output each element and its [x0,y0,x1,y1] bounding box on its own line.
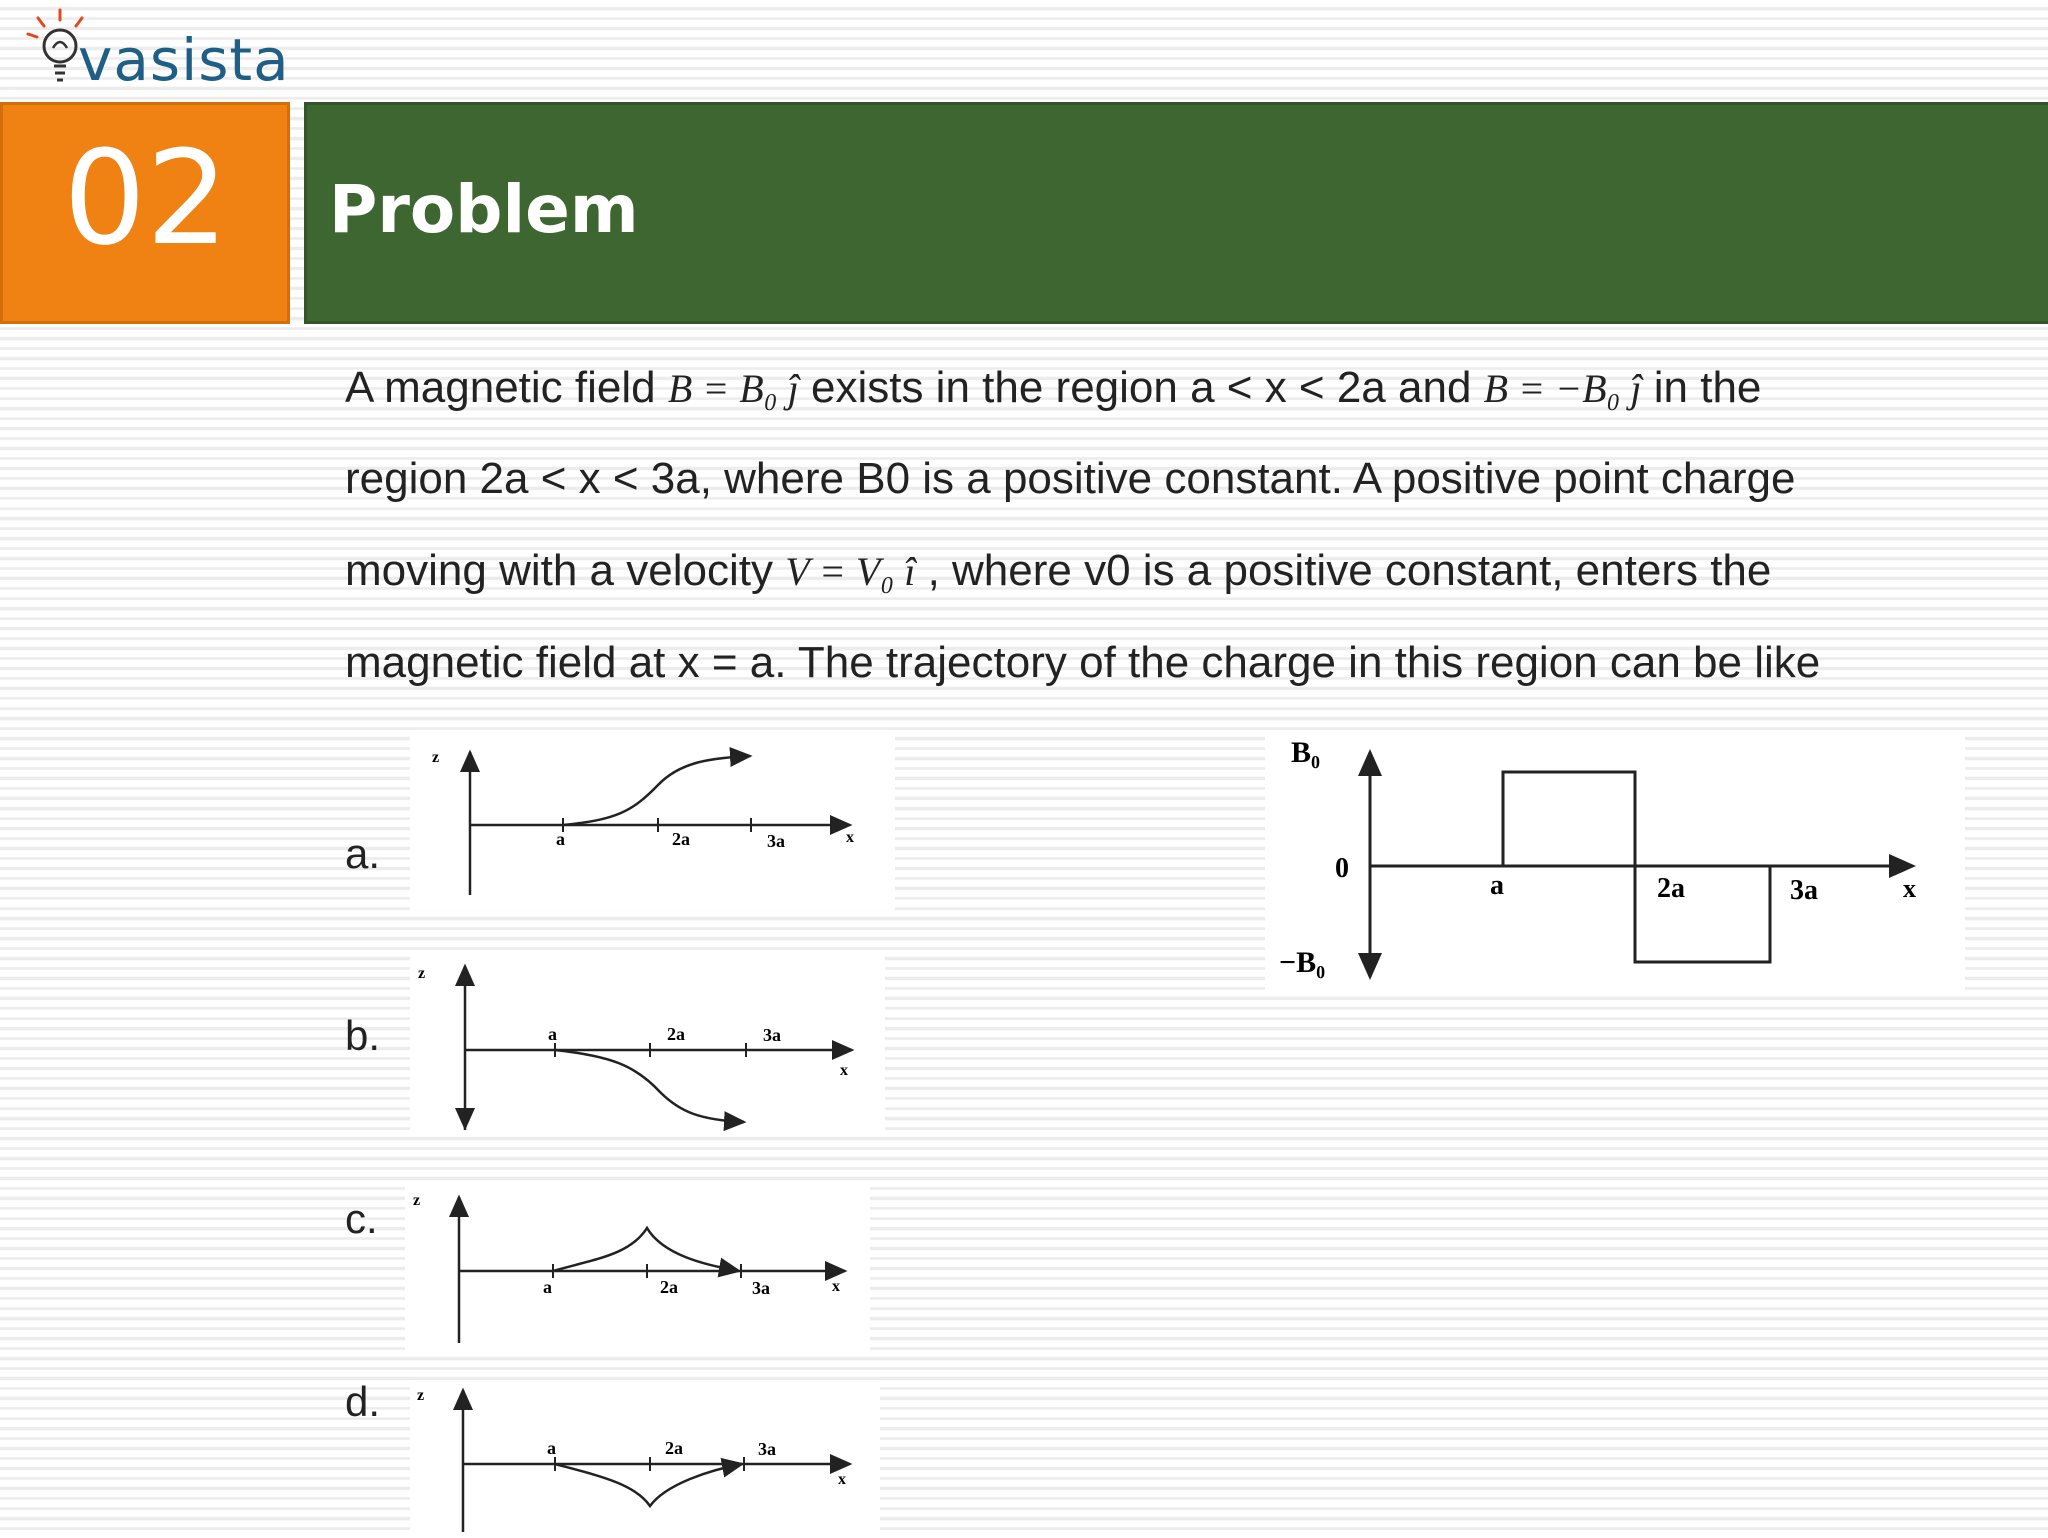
z-label: z [432,749,440,766]
tick-label-2a: 2a [1657,873,1685,904]
tick-label-a: a [548,1024,557,1044]
option-c-graph[interactable] [405,1185,870,1350]
trajectory-plot-d [410,1380,880,1534]
field-negative-segment [1635,866,1770,962]
field-equation-2: B = −B₀ ĵ [1483,366,1642,411]
question-line-3: moving with a velocity V = V₀ î , where v0 is a positive constant, enters the [345,546,1772,595]
option-b-label[interactable]: b. [345,1012,381,1059]
question-line-2: region 2a < x < 3a, where B0 is a positive constant. A positive point charge [345,454,1796,503]
option-a-label[interactable]: a. [345,830,381,877]
slide-number-badge [0,102,290,324]
question-line-4: magnetic field at x = a. The trajectory of the charge in this region can be like [345,638,1821,687]
field-equation-1: B = B₀ ĵ [667,366,799,411]
option-d-graph[interactable] [410,1380,880,1534]
velocity-equation: V = V₀ î [785,549,916,594]
tick-label-2a: 2a [667,1024,685,1044]
slide-number: 02 [63,122,229,274]
x-label: x [846,829,854,846]
option-a-graph[interactable] [410,730,895,910]
field-graph [1265,732,1965,992]
tick-label-3a: 3a [763,1025,781,1045]
option-b-graph[interactable] [410,950,885,1135]
z-label: z [413,1192,421,1209]
tick-label-a: a [547,1438,556,1458]
x-label: x [1903,874,1916,903]
x-label: x [840,1062,848,1079]
trajectory-curve [563,756,750,825]
z-label: z [417,1387,425,1404]
option-d-label[interactable]: d. [345,1378,381,1425]
trajectory-plot-b [410,950,885,1135]
neg-b0-label: −B₀ [1279,946,1326,979]
vasista-logo [20,4,290,96]
magnetic-field-plot [1265,732,1965,992]
tick-label-2a: 2a [660,1277,678,1297]
tick-label-a: a [556,829,565,849]
b0-label: B₀ [1291,736,1321,769]
trajectory-plot-c [405,1185,870,1350]
x-label: x [838,1471,846,1488]
trajectory-curve [555,1464,742,1506]
z-label: z [418,965,426,982]
zero-label: 0 [1335,853,1349,884]
trajectory-plot-a [410,730,895,910]
page-title: Problem [329,171,639,248]
option-c-label[interactable]: c. [345,1195,378,1242]
tick-label-a: a [1490,870,1504,901]
brand-name: vasista [78,26,290,94]
tick-label-3a: 3a [752,1278,770,1298]
tick-label-2a: 2a [665,1438,683,1458]
question-line-1: A magnetic field B = B₀ ĵ exists in the region a < x < 2a and B = −B₀ ĵ in the [345,363,1762,412]
tick-label-3a: 3a [758,1439,776,1459]
tick-label-3a: 3a [1790,875,1818,906]
tick-label-2a: 2a [672,829,690,849]
x-label: x [832,1278,840,1295]
trajectory-curve [555,1050,744,1122]
tick-label-a: a [543,1277,552,1297]
title-bar [304,102,2048,324]
tick-label-3a: 3a [767,831,785,851]
field-positive-segment [1503,772,1635,866]
